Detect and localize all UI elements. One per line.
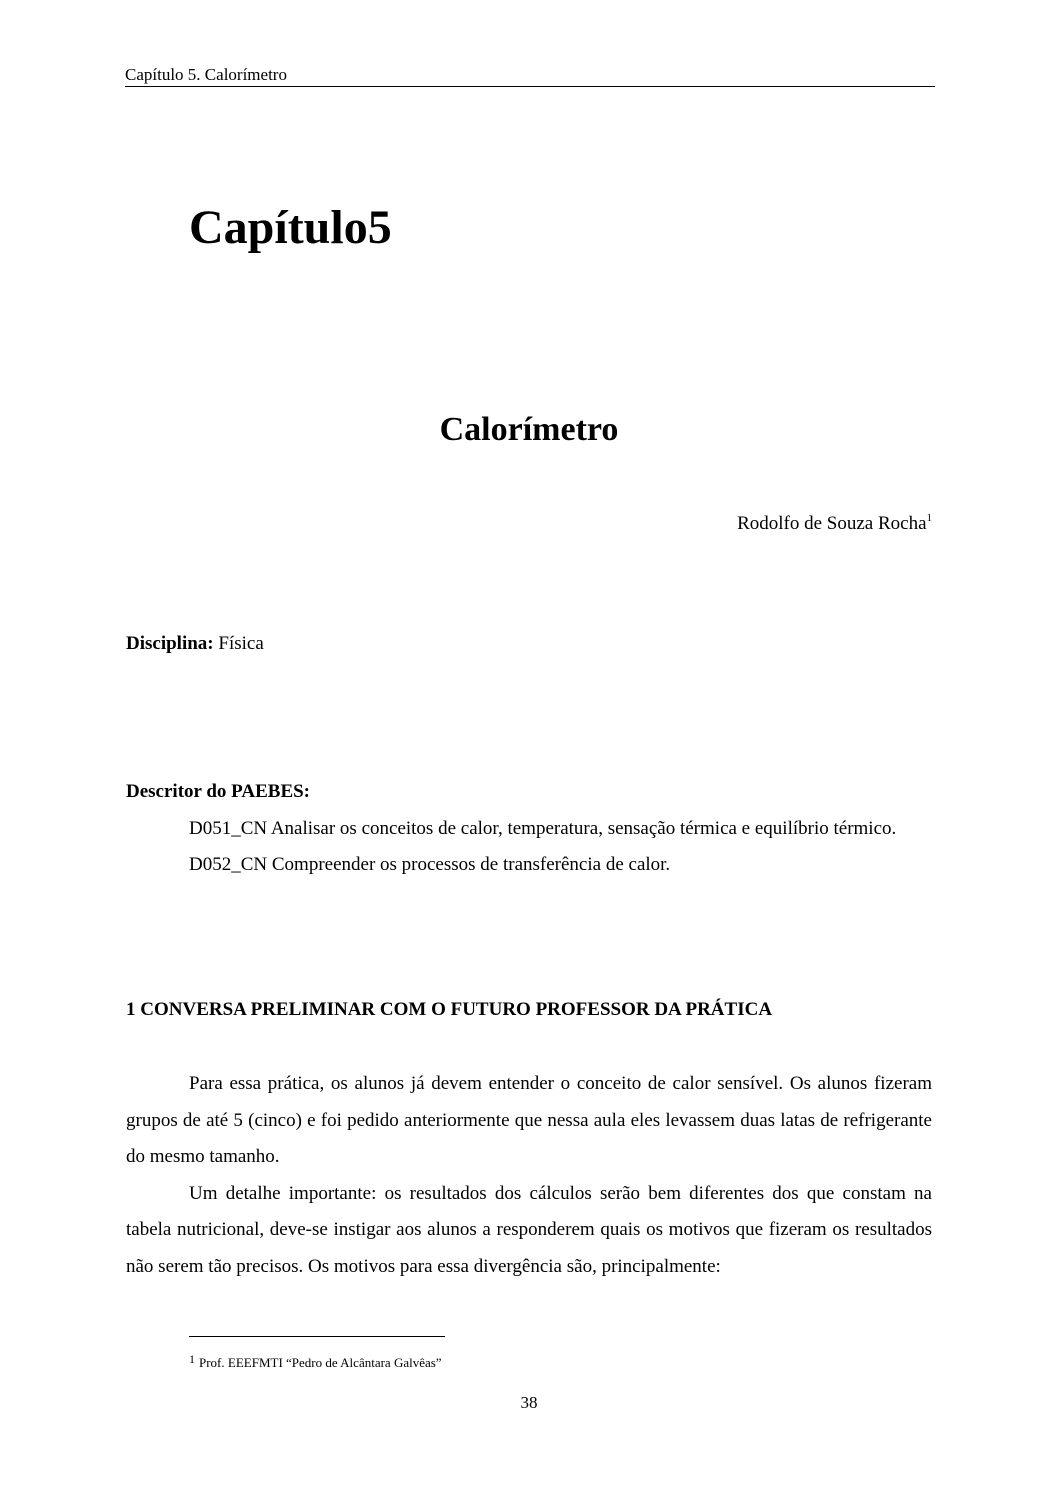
chapter-title: Capítulo5 [189,201,392,254]
footnote-mark: 1 [189,1352,195,1366]
section-heading-1: 1 CONVERSA PRELIMINAR COM O FUTURO PROFESSOR DA PRÁTICA [126,999,773,1020]
author-name: Rodolfo de Souza Rocha [737,513,927,534]
paragraph: Para essa prática, os alunos já devem entender o conceito de calor sensível. Os alunos fizeram grupos de até 5 (cinco) e foi pedido anteriormente que nessa aula eles levassem duas latas de refrigerante do mesmo tamanho. [126,1073,932,1167]
disciplina-line [126,626,932,663]
section-title: Calorímetro [439,411,619,448]
running-header: Capítulo 5. Calorímetro [125,64,935,87]
disciplina-value: Física [213,633,264,654]
disciplina-label: Disciplina: [126,633,214,654]
author-line [737,505,932,537]
page-number: 38 [520,1393,538,1412]
descritor-item: D051_CN Analisar os conceitos de calor, temperatura, sensação térmica e equilíbrio térmico. [189,817,897,839]
descritor-item: D052_CN Compreender os processos de transferência de calor. [189,854,671,875]
body-text [126,1066,932,1285]
author-footnote-mark[interactable]: 1 [926,512,932,524]
descritor-label: Descritor do PAEBES: [126,781,311,802]
paragraph: Um detalhe importante: os resultados dos cálculos serão bem diferentes dos que constam na tabela nutricional, deve-se instigar aos alunos a responderem quais os motivos que fizeram os resultados não serem tão precisos. Os motivos para essa divergência são, principalmente: [126,1182,932,1277]
footnote-separator [189,1336,445,1337]
descritor-block [126,774,932,884]
footnote-text: Prof. EEEFMTI “Pedro de Alcântara Galvêas” [199,1355,442,1370]
footnote [189,1350,442,1372]
